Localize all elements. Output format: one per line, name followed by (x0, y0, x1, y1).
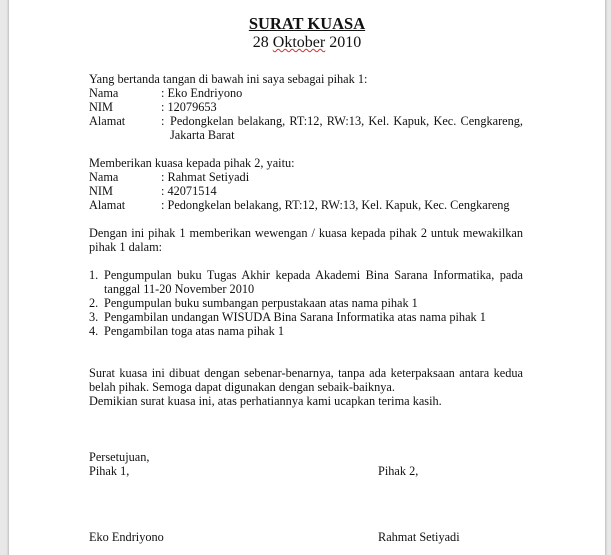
pihak2-signature-name: Rahmat Setiyadi (378, 530, 460, 544)
statement-line1: Dengan ini pihak 1 memberikan wewengan / kuasa kepada pihak 2 untuk mewakilkan (89, 226, 523, 240)
pihak2-nim-label: NIM (89, 184, 113, 198)
document-page (9, 0, 605, 555)
intro-pihak2: Memberikan kuasa kepada pihak 2, yaitu: (89, 156, 295, 170)
pihak2-nim-value: : 42071514 (161, 184, 217, 198)
item-4-text: Pengambilan toga atas nama pihak 1 (104, 324, 284, 338)
item-2-number: 2. (89, 296, 99, 310)
date-day: 28 (252, 34, 269, 51)
intro-pihak1: Yang bertanda tangan di bawah ini saya sebagai pihak 1: (89, 72, 368, 86)
closing-line1: Surat kuasa ini dibuat dengan sebenar-benarnya, tanpa ada keterpaksaan antara kedua (89, 366, 523, 380)
item-1-number: 1. (89, 268, 99, 282)
pihak1-alamat-colon: : (161, 114, 165, 128)
page-title: SURAT KUASA (248, 14, 366, 33)
pihak1-signature-label: Pihak 1, (89, 464, 130, 478)
item-4-number: 4. (89, 324, 99, 338)
pihak2-nama-value: : Rahmat Setiyadi (161, 170, 250, 184)
pihak1-alamat-line1: Pedongkelan belakang, RT:12, RW:13, Kel. Kapuk, Kec. Cengkareng, (170, 114, 523, 128)
pihak2-nama-label: Nama (89, 170, 119, 184)
item-1-line1: Pengumpulan buku Tugas Akhir kepada Akademi Bina Sarana Informatika, pada (104, 268, 523, 282)
item-2-text: Pengumpulan buku sumbangan perpustakaan atas nama pihak 1 (104, 296, 418, 310)
document-date (9, 34, 605, 52)
date-year: 2010 (329, 34, 362, 51)
date-month: Oktober (272, 34, 326, 51)
pihak1-nama-label: Nama (89, 86, 119, 100)
pihak1-nim-label: NIM (89, 100, 113, 114)
item-1-line2: tanggal 11-20 November 2010 (104, 282, 255, 296)
pihak2-alamat-label: Alamat (89, 198, 126, 212)
pihak1-alamat-label: Alamat (89, 114, 126, 128)
pihak1-alamat-line2: Jakarta Barat (170, 128, 235, 142)
pihak1-nama-value: : Eko Endriyono (161, 86, 243, 100)
pihak2-alamat-value: : Pedongkelan belakang, RT:12, RW:13, Kel. Kapuk, Kec. Cengkareng (161, 198, 510, 212)
statement-line2: pihak 1 dalam: (89, 240, 163, 254)
pihak1-nim-value: : 12079653 (161, 100, 217, 114)
pihak1-signature-name: Eko Endriyono (89, 530, 164, 544)
persetujuan-label: Persetujuan, (89, 450, 150, 464)
closing-line3: Demikian surat kuasa ini, atas perhatiannya kami ucapkan terima kasih. (89, 394, 442, 408)
pihak2-signature-label: Pihak 2, (378, 464, 419, 478)
closing-line2: belah pihak. Semoga dapat digunakan dengan sebaik-baiknya. (89, 380, 395, 394)
item-3-number: 3. (89, 310, 99, 324)
item-3-text: Pengambilan undangan WISUDA Bina Sarana Informatika atas nama pihak 1 (104, 310, 486, 324)
